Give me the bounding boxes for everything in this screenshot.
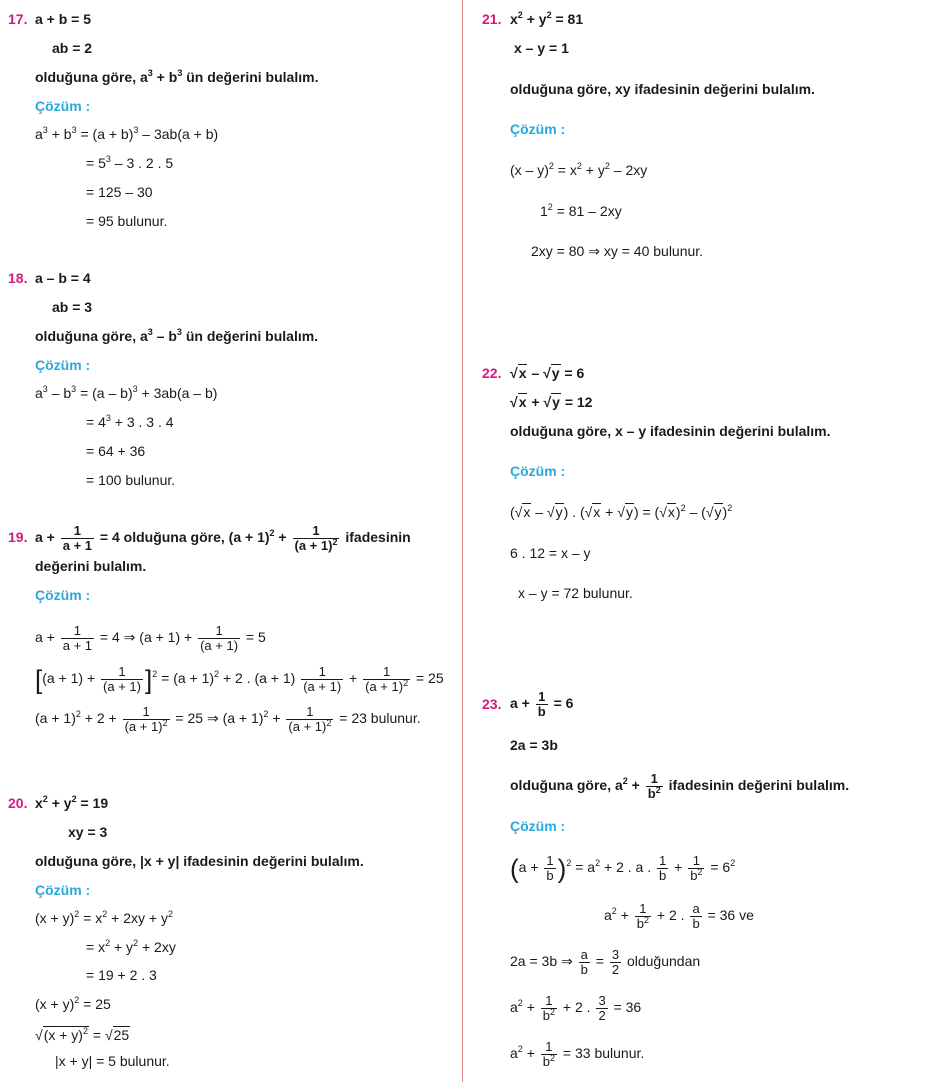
question: olduğuna göre, $a^2$ + $\frac{1}{b^2}$ ifadesinin değerini bulalım. xyxy=(510,770,850,801)
question: olduğuna göre, $a^3 - b^3$ ün değerini bulalım. xyxy=(35,327,319,344)
solution-line: (√x – √y) . $(√x + √y) = (√x)^2 - (√y)^2$ xyxy=(510,503,733,520)
solution-line: $(a + 1)^2 + 2$ + $\frac{1}{(a + 1)^2}$ = 25 ⇒ $(a + 1)^2$ + $\frac{1}{(a + 1)^2}$ = 23 bulunur. xyxy=(35,703,421,734)
solution-label: Çözüm : xyxy=(35,98,91,114)
solution-label: Çözüm : xyxy=(510,121,566,137)
column-divider xyxy=(462,0,463,1082)
question: a + $\frac{1}{a + 1}$ = 4 olduğuna göre, $(a + 1)^2$ + $\frac{1}{(a + 1)^2}$ ifadesinin xyxy=(35,522,411,553)
solution-line: 6 . 12 = x – y xyxy=(510,545,591,561)
given-line: a + b = 5 xyxy=(35,11,92,27)
problem-number: 23. xyxy=(482,696,502,712)
given-line: x – y = 1 xyxy=(514,40,569,56)
solution-line: = 125 – 30 xyxy=(86,184,153,200)
solution-line: = $x^2 + y^2 + 2xy$ xyxy=(86,938,176,955)
given-line: ab = 2 xyxy=(52,40,93,56)
solution-label: Çözüm : xyxy=(510,463,566,479)
solution-line: $a^3 + b^3 = (a + b)^3 - 3ab(a + b)$ xyxy=(35,125,219,142)
solution-line: $(x + y)^2 = 25$ xyxy=(35,995,111,1012)
solution-line: = 64 + 36 xyxy=(86,443,146,459)
given-line: xy = 3 xyxy=(68,824,108,840)
given-line: ab = 3 xyxy=(52,299,93,315)
question: olduğuna göre, x – y ifadesinin değerini bulalım. xyxy=(510,423,831,439)
problem-number: 17. xyxy=(8,11,28,27)
given-line: a – b = 4 xyxy=(35,270,91,286)
solution-label: Çözüm : xyxy=(35,357,91,373)
given-line: $x^2 + y^2 = 19$ xyxy=(35,794,109,811)
given-line: 2a = 3b xyxy=(510,737,558,753)
solution-line: = $4^3 + 3$ . 3 . 4 xyxy=(86,413,174,430)
given-line: $x^2 + y^2 = 81$ xyxy=(510,10,584,27)
solution-line: = $5^3 - 3$ . 2 . 5 xyxy=(86,154,174,171)
solution-line: 2a = 3b ⇒ $\frac{a}{b}$ = $\frac{3}{2}$ olduğundan xyxy=(510,946,701,977)
solution-line: x – y = 72 bulunur. xyxy=(518,585,633,601)
question-line2: değerini bulalım. xyxy=(35,558,147,574)
solution-line: [(a + 1) + $\frac{1}{(a + 1)}$ ]$^2 = (a + 1)^2 + 2$ . (a + 1) $\frac{1}{(a + 1)}$ + $\frac{1}{(a + 1)^2}$ = 25 xyxy=(35,663,444,695)
problem-number: 20. xyxy=(8,795,28,811)
solution-line: $(x - y)^2 = x^2 + y^2 - 2xy$ xyxy=(510,161,648,178)
given-line: √x + √y = 12 xyxy=(510,394,593,410)
given-line: √x – √y = 6 xyxy=(510,365,585,381)
problem-number: 21. xyxy=(482,11,502,27)
solution-line: $a^2$ + $\frac{1}{b^2}$ = 33 bulunur. xyxy=(510,1038,645,1069)
solution-line: $(x + y)^2 = x^2 + 2xy + y^2$ xyxy=(35,909,173,926)
question: olduğuna göre, xy ifadesinin değerini bulalım. xyxy=(510,81,815,97)
solution-line: (a + $\frac{1}{b}$ )$^2 = a^2 + 2$ . a . $\frac{1}{b}$ + $\frac{1}{b^2}$ = $6^2$ xyxy=(510,852,736,884)
question: olduğuna göre, $a^3 + b^3$ ün değerini bulalım. xyxy=(35,68,319,85)
solution-line: $√(x + y)^2 = √25$ xyxy=(35,1026,130,1043)
problem-number: 18. xyxy=(8,270,28,286)
solution-line: = 95 bulunur. xyxy=(86,213,168,229)
solution-line: |x + y| = 5 bulunur. xyxy=(55,1053,170,1069)
solution-line: $a^2$ + $\frac{1}{b^2}$ + 2 . $\frac{3}{2}$ = 36 xyxy=(510,992,642,1023)
solution-line: a + $\frac{1}{a + 1}$ = 4 ⇒ (a + 1) + $\frac{1}{(a + 1)}$ = 5 xyxy=(35,622,266,653)
solution-line: $1^2 = 81 - 2xy$ xyxy=(540,202,622,219)
solution-line: $a^2$ + $\frac{1}{b^2}$ + 2 . $\frac{a}{b}$ = 36 ve xyxy=(604,900,754,931)
solution-label: Çözüm : xyxy=(35,882,91,898)
given-line: a + $\frac{1}{b}$ = 6 xyxy=(510,688,574,719)
solution-line: $a^3 - b^3 = (a - b)^3 + 3ab(a - b)$ xyxy=(35,384,218,401)
problem-number: 19. xyxy=(8,529,28,545)
solution-label: Çözüm : xyxy=(510,818,566,834)
solution-label: Çözüm : xyxy=(35,587,91,603)
problem-number: 22. xyxy=(482,365,502,381)
solution-line: = 19 + 2 . 3 xyxy=(86,967,157,983)
solution-line: 2xy = 80 ⇒ xy = 40 bulunur. xyxy=(531,243,704,259)
question: olduğuna göre, |x + y| ifadesinin değerini bulalım. xyxy=(35,853,364,869)
solution-line: = 100 bulunur. xyxy=(86,472,176,488)
